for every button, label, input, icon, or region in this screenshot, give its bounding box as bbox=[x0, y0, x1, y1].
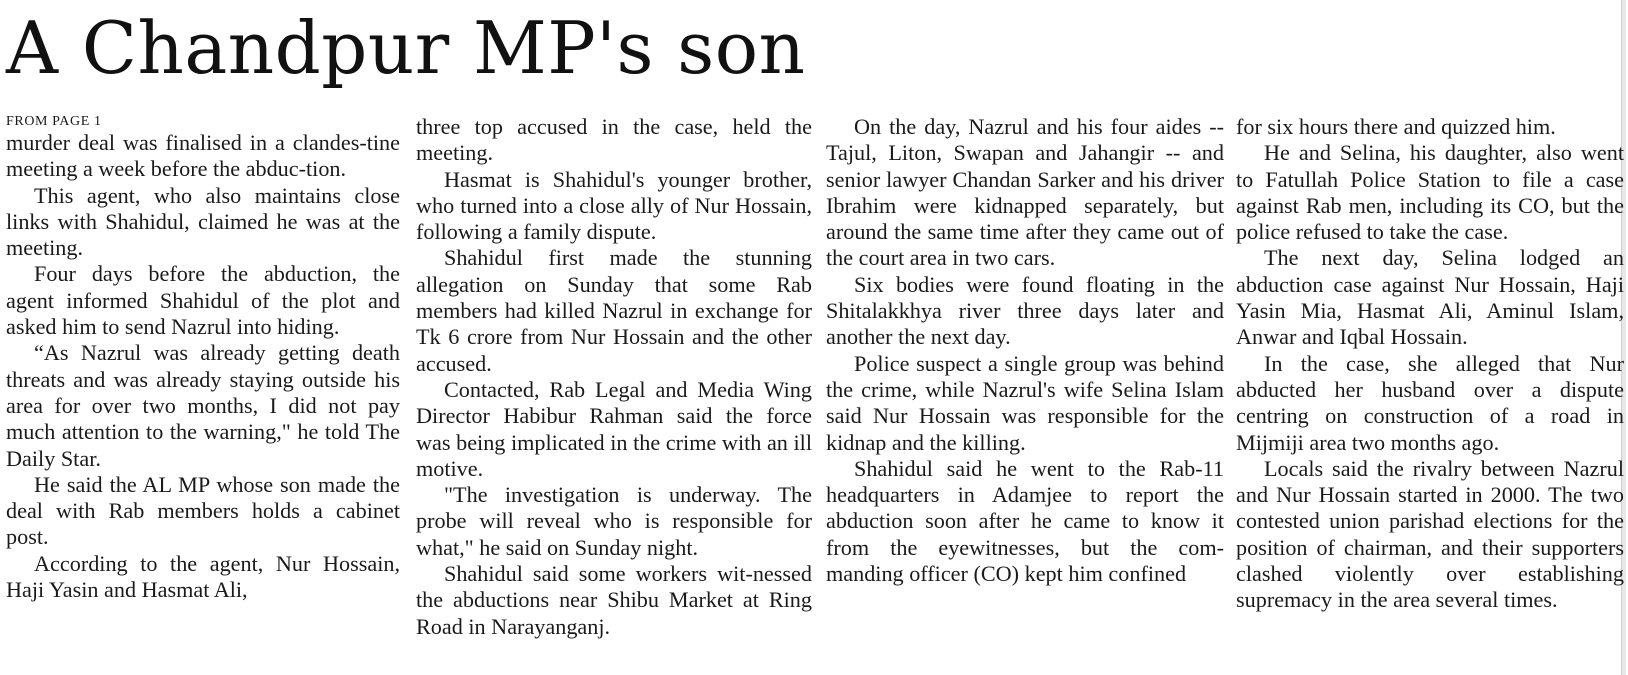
paragraph: murder deal was finalised in a clandes-tine meeting a week before the abduc-tion. bbox=[6, 130, 400, 182]
article-column-2 bbox=[416, 114, 812, 640]
paragraph: On the day, Nazrul and his four aides -- Tajul, Liton, Swapan and Jahangir -- and senior lawyer Chandan Sarker and his driver Ibrahim were kidnapped separately, but around the same time after they came out of the court area in two cars. bbox=[826, 114, 1224, 271]
headline: A Chandpur MP's son bbox=[6, 6, 806, 90]
paragraph: Shahidul said he went to the Rab-11 headquarters in Adamjee to report the abduction soon after he came to know it from the eyewitnesses, but the com-manding officer (CO) kept him confined bbox=[826, 455, 1224, 587]
paragraph: Six bodies were found floating in the Shitalakkhya river three days later and another the next day. bbox=[826, 271, 1224, 350]
article-column-4 bbox=[1236, 114, 1624, 614]
paragraph: Locals said the rivalry between Nazrul and Nur Hossain started in 2000. The two contested union parishad elections for the position of chairman, and their supporters clashed violently over establishing supremacy in the area several times. bbox=[1236, 455, 1624, 613]
paragraph: According to the agent, Nur Hossain, Haji Yasin and Hasmat Ali, bbox=[6, 550, 400, 603]
paragraph: Hasmat is Shahidul's younger brother, who turned into a close ally of Nur Hossain, following a family dispute. bbox=[416, 166, 812, 245]
paragraph: The next day, Selina lodged an abduction case against Nur Hossain, Haji Yasin Mia, Hasmat Ali, Aminul Islam, Anwar and Iqbal Hossain. bbox=[1236, 245, 1624, 350]
paragraph: In the case, she alleged that Nur abducted her husband over a dispute centring on construction of a road in Mijmiji area two months ago. bbox=[1236, 350, 1624, 455]
paragraph: Shahidul said some workers wit-nessed the abductions near Shibu Market at Ring Road in Narayanganj. bbox=[416, 561, 812, 639]
continuation-kicker: FROM PAGE 1 bbox=[6, 114, 102, 129]
paragraph: for six hours there and quizzed him. bbox=[1236, 114, 1556, 139]
paragraph: Police suspect a single group was behind the crime, while Nazrul's wife Selina Islam said Nur Hossain was responsible for the kidnap and the killing. bbox=[826, 350, 1224, 455]
article-column-1 bbox=[6, 114, 400, 603]
paragraph: Four days before the abduction, the agent informed Shahidul of the plot and asked him to send Nazrul into hiding. bbox=[6, 261, 400, 340]
paragraph: This agent, who also maintains close links with Shahidul, claimed he was at the meeting. bbox=[6, 182, 400, 261]
paragraph: He said the AL MP whose son made the deal with Rab members holds a cabinet post. bbox=[6, 471, 400, 550]
paragraph: Shahidul first made the stunning allegation on Sunday that some Rab members had killed Nazrul in exchange for Tk 6 crore from Nur Hossain and the other accused. bbox=[416, 245, 812, 376]
paragraph: He and Selina, his daughter, also went to Fatullah Police Station to file a case against Rab men, including its CO, but the police refused to take the case. bbox=[1236, 140, 1624, 245]
paragraph: three top accused in the case, held the meeting. bbox=[416, 114, 812, 166]
paragraph: Contacted, Rab Legal and Media Wing Director Habibur Rahman said the force was being implicated in the crime with an ill motive. bbox=[416, 376, 812, 481]
paragraph: "The investigation is underway. The probe will reveal who is responsible for what," he said on Sunday night. bbox=[416, 482, 812, 560]
paragraph: “As Nazrul was already getting death threats and was already staying outside his area for over two months, I did not pay much attention to the warning," he told The Daily Star. bbox=[6, 340, 400, 471]
article-column-3 bbox=[826, 114, 1224, 587]
